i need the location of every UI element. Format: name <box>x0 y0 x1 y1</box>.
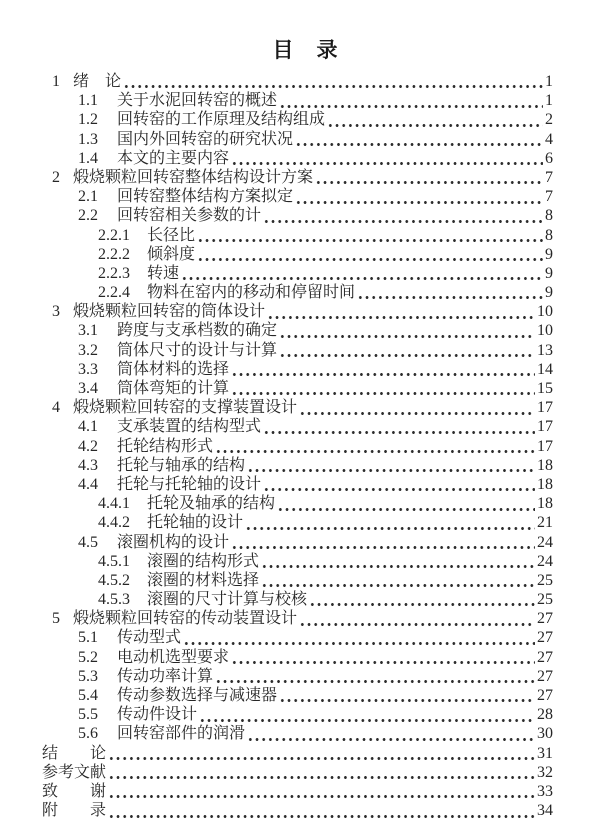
toc-entry-page: 9 <box>545 245 553 263</box>
toc-leader-dots <box>294 187 543 206</box>
toc-entry-page: 31 <box>537 744 553 762</box>
toc-leader-dots <box>278 321 535 340</box>
toc-entry-title: 回转窑整体结构方案拟定 <box>117 188 294 206</box>
toc-entry-page: 30 <box>537 725 553 743</box>
toc-leader-dots <box>180 264 543 283</box>
toc-entry[interactable] <box>0 130 553 149</box>
toc-entry[interactable] <box>0 283 553 302</box>
toc-entry-title: 长径比 <box>147 226 196 244</box>
toc-entry-number: 1.3 <box>78 130 98 148</box>
toc-entry-page: 4 <box>545 130 553 148</box>
toc-entry-number: 4.4 <box>78 475 98 493</box>
toc-entry[interactable] <box>0 321 553 340</box>
toc-entry-title: 煅烧颗粒回转窑整体结构设计方案 <box>73 168 314 186</box>
toc-entry[interactable] <box>0 744 553 763</box>
toc-leader-dots <box>230 648 535 667</box>
toc-entry-title: 回转窑相关参数的计 <box>117 207 262 225</box>
toc-entry-number: 1.4 <box>78 149 98 167</box>
toc-entry-title: 托轮轴的设计 <box>147 514 244 532</box>
toc-entry-page: 2 <box>545 111 553 129</box>
toc-entry-title: 结 论 <box>42 744 107 762</box>
toc-entry-page: 24 <box>537 533 553 551</box>
toc-entry-number: 5.2 <box>78 648 98 666</box>
toc-entry-page: 17 <box>537 437 553 455</box>
toc-entry-page: 9 <box>545 264 553 282</box>
toc-entry-title: 关于水泥回转窑的概述 <box>117 92 278 110</box>
toc-entry-page: 27 <box>537 687 553 704</box>
toc-entry-page: 27 <box>537 648 553 666</box>
toc-entry[interactable] <box>0 110 553 129</box>
toc-entry-page: 13 <box>537 341 553 359</box>
toc-entry[interactable] <box>0 782 553 801</box>
toc-entry-number: 5.3 <box>78 667 98 685</box>
toc-entry-title: 支承装置的结构型式 <box>117 418 262 436</box>
toc-entry-title: 煅烧颗粒回转窑的支撑装置设计 <box>73 399 298 417</box>
toc-entry-title: 传动功率计算 <box>117 667 214 685</box>
toc-leader-dots <box>294 130 543 149</box>
toc-leader-dots <box>314 168 543 187</box>
toc-entry-title: 筒体尺寸的设计与计算 <box>117 341 278 359</box>
toc-leader-dots <box>262 475 535 494</box>
toc-entry-title: 物料在窑内的移动和停留时间 <box>147 284 356 302</box>
toc-entry-number: 4.5.1 <box>98 552 130 570</box>
toc-entry-number: 3 <box>52 303 60 321</box>
toc-leader-dots <box>107 782 535 801</box>
toc-entry[interactable] <box>0 456 553 475</box>
toc-entry-page: 27 <box>537 667 553 685</box>
toc-entry-title: 倾斜度 <box>147 245 196 263</box>
toc-leader-dots <box>230 360 535 379</box>
toc-entry-page: 18 <box>537 475 553 493</box>
toc-entry[interactable] <box>0 187 553 206</box>
toc-leader-dots <box>196 226 543 245</box>
toc-entry-number: 3.4 <box>78 380 98 397</box>
toc-entry-title: 转速 <box>147 264 180 282</box>
toc-entry-number: 5.1 <box>78 629 98 647</box>
toc-entry-title: 绪 论 <box>73 73 122 90</box>
toc-entry-number: 5 <box>52 610 60 628</box>
toc-entry-number: 2.2.2 <box>98 245 130 263</box>
toc-entry[interactable] <box>0 667 553 686</box>
toc-entry-page: 33 <box>537 782 553 800</box>
toc-entry-page: 15 <box>537 380 553 397</box>
toc-entry-page: 18 <box>537 456 553 474</box>
toc-entry-number: 4.1 <box>78 418 98 436</box>
toc-entry-title: 本文的主要内容 <box>117 149 230 167</box>
toc-leader-dots <box>278 341 535 360</box>
toc-entry[interactable] <box>0 571 553 590</box>
toc-entry-page: 18 <box>537 495 553 513</box>
toc-entry-title: 煅烧颗粒回转窑的传动装置设计 <box>73 610 298 628</box>
toc-entry-page: 14 <box>537 360 553 378</box>
toc-entry-title: 国内外回转窑的研究状况 <box>117 130 294 148</box>
toc-leader-dots <box>230 533 535 552</box>
toc-entry[interactable] <box>0 206 553 225</box>
toc-entry-title: 滚圈的尺寸计算与校核 <box>147 591 308 609</box>
toc-entry-number: 4.5.3 <box>98 591 130 609</box>
toc-leader-dots <box>260 571 535 590</box>
toc-entry-title: 致 谢 <box>42 782 107 800</box>
toc-entry-title: 传动件设计 <box>117 706 198 724</box>
toc-entry-page: 1 <box>545 73 553 90</box>
toc-entry-number: 3.1 <box>78 322 98 340</box>
toc-leader-dots <box>182 628 535 647</box>
toc-entry-title: 跨度与支承档数的确定 <box>117 322 278 340</box>
toc-entry[interactable] <box>0 91 553 110</box>
toc-entry[interactable] <box>0 494 553 513</box>
toc-entry-title: 滚圈的材料选择 <box>147 571 260 589</box>
toc-entry-title: 回转窑的工作原理及结构组成 <box>117 111 326 129</box>
toc-leader-dots <box>276 494 535 513</box>
toc-entry-title: 传动参数选择与减速器 <box>117 687 278 704</box>
toc-entry-page: 27 <box>537 629 553 647</box>
toc-entry[interactable] <box>0 302 553 321</box>
toc-entry-number: 4.4.1 <box>98 495 130 513</box>
toc-entry-number: 2.2 <box>78 207 98 225</box>
toc-entry[interactable] <box>0 705 553 724</box>
toc-leader-dots <box>262 417 535 436</box>
toc-entry[interactable] <box>0 609 553 628</box>
toc-leader-dots <box>356 283 543 302</box>
toc-entry[interactable] <box>0 552 553 571</box>
toc-entry-title: 滚圈的结构形式 <box>147 552 260 570</box>
toc-entry-number: 5.4 <box>78 687 98 704</box>
toc-entry[interactable] <box>0 437 553 456</box>
toc-entry-title: 参考文献 <box>42 763 107 781</box>
toc-entry[interactable] <box>0 648 553 667</box>
toc-entry-title: 附 录 <box>42 802 107 820</box>
toc-entry-page: 8 <box>545 226 553 244</box>
toc-entry-number: 5.6 <box>78 725 98 743</box>
toc-entry[interactable] <box>0 72 553 91</box>
toc-entry-page: 7 <box>545 168 553 186</box>
toc-entry-number: 4.5 <box>78 533 98 551</box>
toc-entry[interactable] <box>0 245 553 264</box>
toc-entry[interactable] <box>0 628 553 647</box>
toc-entry[interactable] <box>0 264 553 283</box>
toc-entry-page: 24 <box>537 552 553 570</box>
toc-entry-title: 传动型式 <box>117 629 182 647</box>
toc-entry-number: 1 <box>52 73 60 90</box>
toc-entry-title: 托轮与托轮轴的设计 <box>117 475 262 493</box>
toc-entry-number: 4 <box>52 399 60 417</box>
toc-leader-dots <box>246 456 535 475</box>
toc-entry-number: 1.2 <box>78 111 98 129</box>
toc-entry-title: 回转窑部件的润滑 <box>117 725 246 743</box>
toc-leader-dots <box>122 72 543 91</box>
toc-entry-title: 托轮结构形式 <box>117 437 214 455</box>
toc-entry[interactable] <box>0 360 553 379</box>
toc-entry-number: 2.1 <box>78 188 98 206</box>
toc-leader-dots <box>198 705 535 724</box>
toc-entry[interactable] <box>0 513 553 532</box>
toc-entry-number: 2 <box>52 168 60 186</box>
toc-entry[interactable] <box>0 226 553 245</box>
toc-entry-page: 17 <box>537 418 553 436</box>
toc-entry-number: 4.4.2 <box>98 514 130 532</box>
toc-entry[interactable] <box>0 379 553 398</box>
toc-entry-title: 筒体材料的选择 <box>117 360 230 378</box>
toc-leader-dots <box>278 91 543 110</box>
toc-leader-dots <box>260 552 535 571</box>
toc-entry[interactable] <box>0 149 553 168</box>
toc-leader-dots <box>298 398 535 417</box>
toc-entry-page: 7 <box>545 188 553 206</box>
toc-entry-title: 筒体弯矩的计算 <box>117 380 230 397</box>
toc-entry[interactable] <box>0 686 553 705</box>
toc-entry-number: 4.5.2 <box>98 571 130 589</box>
toc-entry[interactable] <box>0 533 553 552</box>
toc-entry-title: 电动机选型要求 <box>117 648 230 666</box>
toc-entry-number: 5.5 <box>78 706 98 724</box>
toc-entry-page: 34 <box>537 802 553 820</box>
toc-leader-dots <box>107 801 535 820</box>
toc-leader-dots <box>107 763 535 782</box>
toc-leader-dots <box>308 590 535 609</box>
toc-leader-dots <box>266 302 535 321</box>
toc-entry-title: 煅烧颗粒回转窑的筒体设计 <box>73 303 266 321</box>
toc-entry-page: 28 <box>537 706 553 724</box>
toc-entry-number: 1.1 <box>78 92 98 110</box>
toc-leader-dots <box>107 744 535 763</box>
toc-entry[interactable] <box>0 168 553 187</box>
toc-entry-title: 托轮及轴承的结构 <box>147 495 276 513</box>
toc-entry-number: 2.2.1 <box>98 226 130 244</box>
toc-leader-dots <box>214 437 535 456</box>
page-title: 目 录 <box>272 38 339 62</box>
toc-entry[interactable] <box>0 398 553 417</box>
toc-leader-dots <box>244 513 535 532</box>
toc-leader-dots <box>196 245 543 264</box>
toc-entry-page: 17 <box>537 399 553 417</box>
toc-entry[interactable] <box>0 801 553 820</box>
toc-leader-dots <box>214 667 535 686</box>
toc-entry-title: 托轮与轴承的结构 <box>117 456 246 474</box>
toc-entry-page: 21 <box>537 514 553 532</box>
toc-entry[interactable] <box>0 724 553 743</box>
toc-entry-page: 25 <box>537 571 553 589</box>
toc-entry-page: 25 <box>537 591 553 609</box>
toc-leader-dots <box>326 110 543 129</box>
toc-entry-title: 滚圈机构的设计 <box>117 533 230 551</box>
toc-entry-number: 3.2 <box>78 341 98 359</box>
toc-entry-page: 6 <box>545 149 553 167</box>
toc-entry-page: 32 <box>537 763 553 781</box>
toc-entry-page: 8 <box>545 207 553 225</box>
toc-entry[interactable] <box>0 341 553 360</box>
toc-leader-dots <box>262 206 543 225</box>
toc-entry-number: 2.2.4 <box>98 284 130 302</box>
toc-list <box>0 72 611 820</box>
toc-leader-dots <box>230 379 535 398</box>
toc-entry[interactable] <box>0 475 553 494</box>
toc-entry[interactable] <box>0 590 553 609</box>
toc-leader-dots <box>298 609 535 628</box>
toc-entry[interactable] <box>0 763 553 782</box>
toc-leader-dots <box>230 149 543 168</box>
toc-entry-page: 10 <box>537 322 553 340</box>
toc-entry-page: 27 <box>537 610 553 628</box>
toc-entry-number: 3.3 <box>78 360 98 378</box>
toc-entry-number: 4.3 <box>78 456 98 474</box>
toc-entry-page: 1 <box>545 92 553 110</box>
toc-entry-number: 4.2 <box>78 437 98 455</box>
toc-entry-page: 9 <box>545 284 553 302</box>
toc-entry-page: 10 <box>537 303 553 321</box>
toc-leader-dots <box>278 686 535 705</box>
toc-entry-number: 2.2.3 <box>98 264 130 282</box>
toc-entry[interactable] <box>0 417 553 436</box>
toc-leader-dots <box>246 724 535 743</box>
